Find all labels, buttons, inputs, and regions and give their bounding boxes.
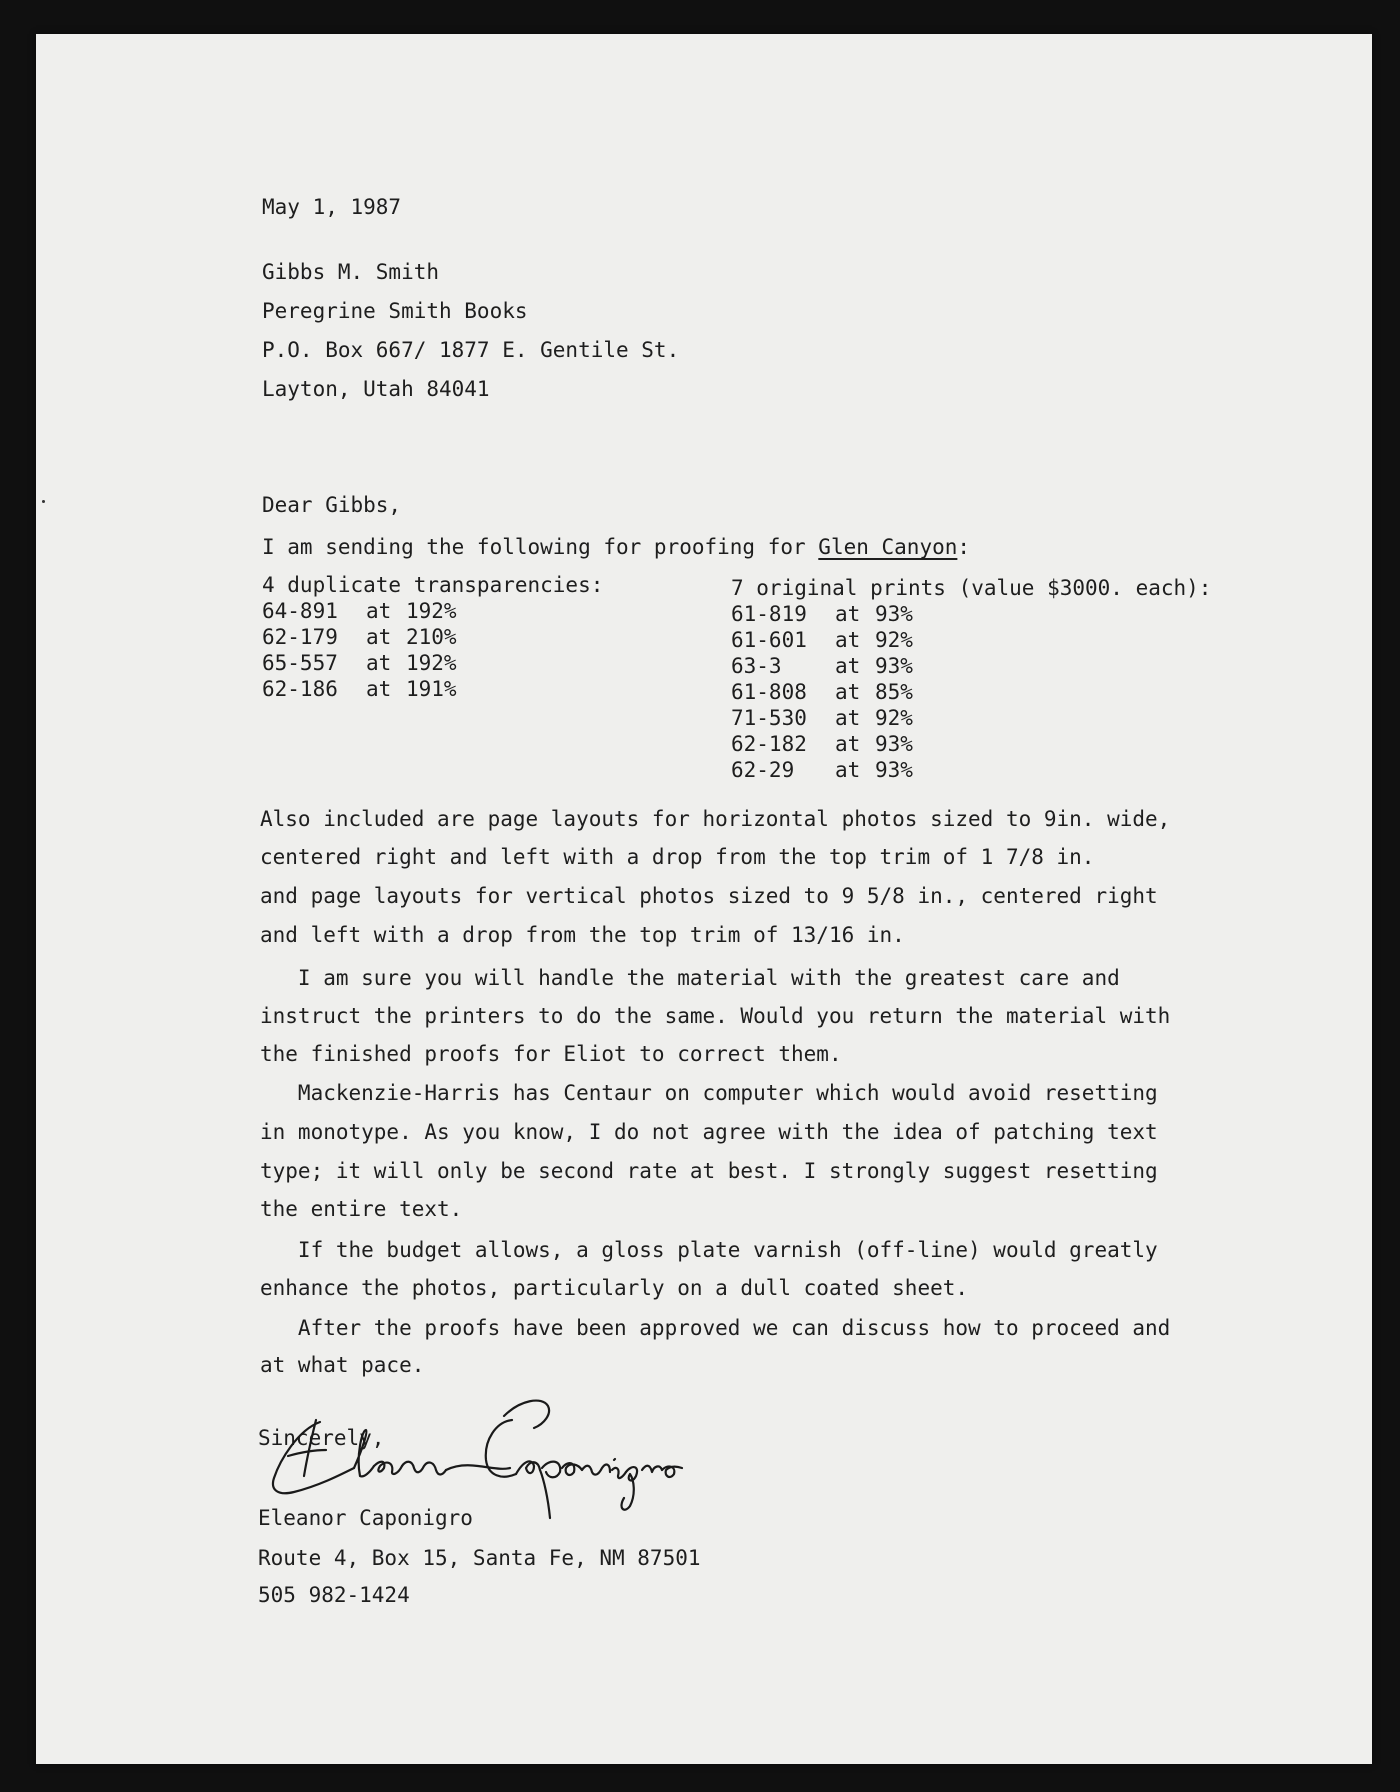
recipient-address: P.O. Box 667/ 1877 E. Gentile St.	[262, 338, 680, 362]
transparency-id: 65-557	[262, 651, 338, 675]
intro-colon: :	[957, 535, 971, 559]
book-title: Glen Canyon	[818, 535, 958, 559]
transparency-at: at	[366, 677, 392, 701]
print-scale: 93%	[875, 732, 913, 756]
print-id: 61-808	[731, 680, 807, 704]
body-line: centered right and left with a drop from the top trim of 1 7/8 in.	[260, 845, 1095, 869]
transparency-at: at	[366, 625, 392, 649]
print-at: at	[835, 602, 861, 626]
letter-date: May 1, 1987	[262, 195, 402, 219]
transparency-scale: 191%	[406, 677, 457, 701]
body-line: If the budget allows, a gloss plate varnish (off-line) would greatly	[260, 1238, 1158, 1262]
body-line: the entire text.	[260, 1197, 463, 1221]
transparency-scale: 192%	[406, 599, 457, 623]
print-at: at	[835, 680, 861, 704]
closing: Sincerely,	[258, 1426, 385, 1450]
body-line: the finished proofs for Eliot to correct them.	[260, 1042, 842, 1066]
intro-text: I am sending the following for proofing for	[262, 535, 819, 559]
body-line: type; it will only be second rate at best. I strongly suggest resetting	[260, 1159, 1158, 1183]
body-line: I am sure you will handle the material with the greatest care and	[260, 966, 1120, 990]
transparency-scale: 192%	[406, 651, 457, 675]
print-id: 61-601	[731, 628, 807, 652]
salutation: Dear Gibbs,	[262, 493, 402, 517]
body-line: at what pace.	[260, 1353, 425, 1377]
transparency-id: 62-179	[262, 625, 338, 649]
print-id: 71-530	[731, 706, 807, 730]
body-line: After the proofs have been approved we can discuss how to proceed and	[260, 1316, 1171, 1340]
body-line: in monotype. As you know, I do not agree with the idea of patching text	[260, 1120, 1158, 1144]
body-line: and left with a drop from the top trim of 13/16 in.	[260, 923, 905, 947]
transparency-at: at	[366, 651, 392, 675]
transparency-at: at	[366, 599, 392, 623]
print-at: at	[835, 628, 861, 652]
print-at: at	[835, 732, 861, 756]
intro-line	[262, 534, 970, 560]
sender-address: Route 4, Box 15, Santa Fe, NM 87501	[258, 1546, 701, 1570]
transparency-id: 62-186	[262, 677, 338, 701]
paper-speck	[42, 500, 45, 503]
body-line: instruct the printers to do the same. Would you return the material with	[260, 1004, 1171, 1028]
recipient-city: Layton, Utah 84041	[262, 377, 490, 401]
transparency-id: 64-891	[262, 599, 338, 623]
body-line: enhance the photos, particularly on a dull coated sheet.	[260, 1276, 969, 1300]
sender-phone: 505 982-1424	[258, 1583, 410, 1607]
transparency-scale: 210%	[406, 625, 457, 649]
print-scale: 93%	[875, 654, 913, 678]
recipient-name: Gibbs M. Smith	[262, 260, 440, 284]
print-id: 63-3	[731, 654, 782, 678]
sender-name: Eleanor Caponigro	[258, 1506, 473, 1530]
print-scale: 85%	[875, 680, 913, 704]
print-scale: 93%	[875, 602, 913, 626]
prints-heading: 7 original prints (value $3000. each):	[731, 576, 1212, 600]
print-id: 62-29	[731, 758, 795, 782]
print-id: 61-819	[731, 602, 807, 626]
print-at: at	[835, 654, 861, 678]
print-id: 62-182	[731, 732, 807, 756]
print-at: at	[835, 706, 861, 730]
body-line: and page layouts for vertical photos sized to 9 5/8 in., centered right	[260, 884, 1158, 908]
print-scale: 92%	[875, 706, 913, 730]
print-scale: 92%	[875, 628, 913, 652]
transparencies-heading: 4 duplicate transparencies:	[262, 573, 604, 597]
print-at: at	[835, 758, 861, 782]
body-line: Also included are page layouts for horizontal photos sized to 9in. wide,	[260, 807, 1171, 831]
print-scale: 93%	[875, 758, 913, 782]
body-line: Mackenzie-Harris has Centaur on computer which would avoid resetting	[260, 1081, 1158, 1105]
recipient-company: Peregrine Smith Books	[262, 299, 528, 323]
